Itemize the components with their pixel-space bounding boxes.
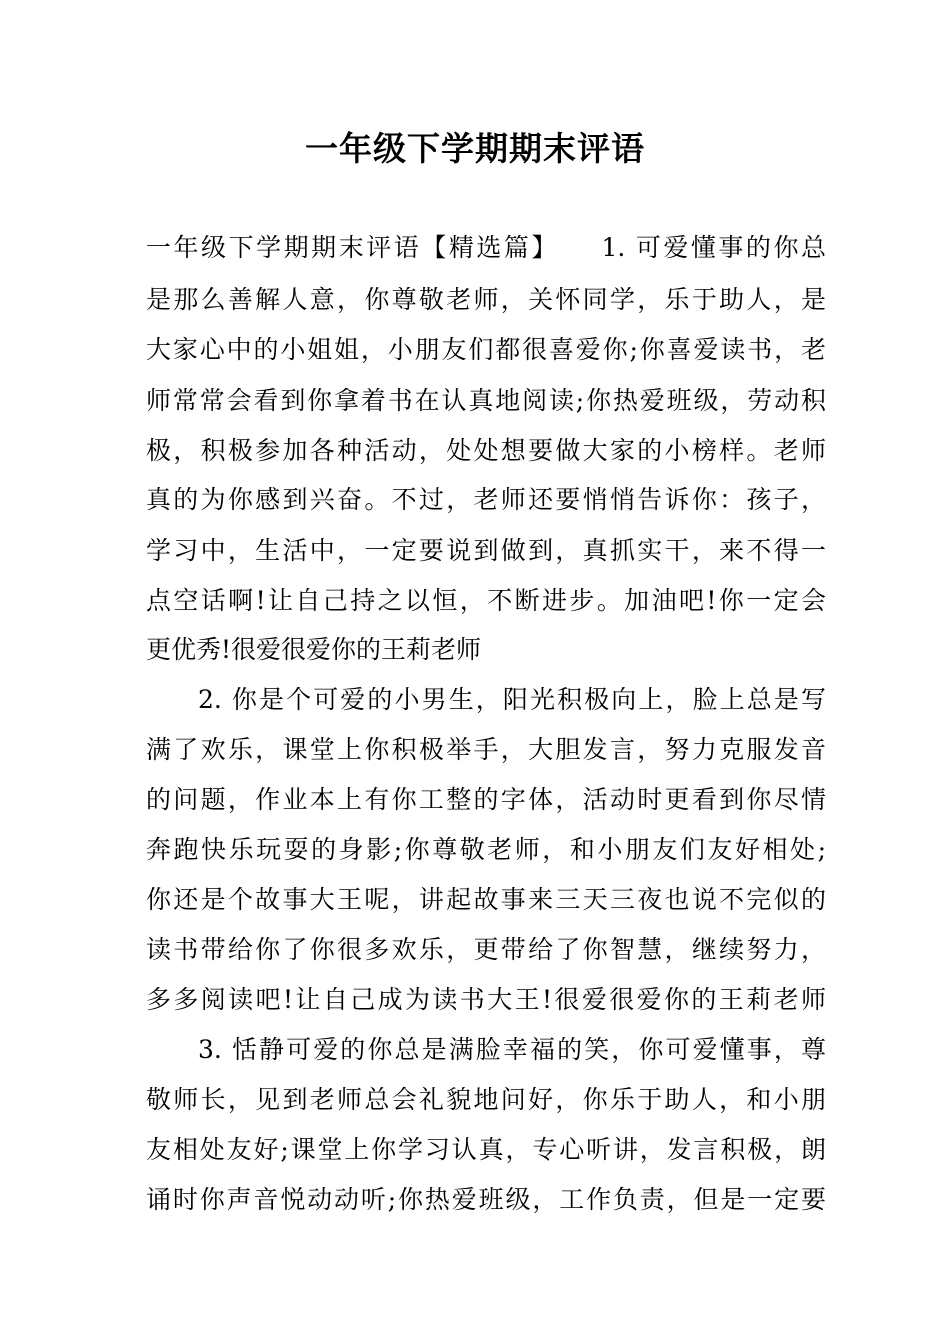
text-line: 师常常会看到你拿着书在认真地阅读;你热爱班级，劳动积 [146, 386, 826, 415]
paragraph-3-first-line: 3. 恬静可爱的你总是满脸幸福的笑，你可爱懂事，尊 [198, 1035, 826, 1064]
text-line: 奔跑快乐玩耍的身影;你尊敬老师，和小朋友们友好相处; [146, 835, 826, 864]
text-line: 一年级下学期期末评语【精选篇】 1. 可爱懂事的你总 [146, 233, 826, 262]
text-line: 读书带给你了你很多欢乐，更带给了你智慧，继续努力， [146, 935, 826, 964]
text-line: 多多阅读吧!让自己成为读书大王!很爱很爱你的王莉老师 [146, 985, 826, 1014]
text-line: 极，积极参加各种活动，处处想要做大家的小榜样。老师 [146, 436, 826, 465]
text-line: 敬师长，见到老师总会礼貌地问好，你乐于助人，和小朋 [146, 1085, 826, 1114]
text-line: 的问题，作业本上有你工整的字体，活动时更看到你尽情 [146, 785, 826, 814]
text-line: 学习中，生活中，一定要说到做到，真抓实干，来不得一 [146, 536, 826, 565]
text-line: 诵时你声音悦动动听;你热爱班级，工作负责，但是一定要 [146, 1185, 826, 1214]
text-line: 友相处友好;课堂上你学习认真，专心听讲，发言积极，朗 [146, 1135, 826, 1164]
text-line: 真的为你感到兴奋。不过，老师还要悄悄告诉你：孩子， [146, 485, 826, 514]
text-line: 点空话啊!让自己持之以恒，不断进步。加油吧!你一定会 [146, 586, 826, 615]
text-line: 满了欢乐，课堂上你积极举手，大胆发言，努力克服发音 [146, 735, 826, 764]
text-line: 大家心中的小姐姐，小朋友们都很喜爱你;你喜爱读书，老 [146, 335, 826, 364]
text-line: 更优秀!很爱很爱你的王莉老师 [146, 635, 482, 664]
document-title: 一年级下学期期末评语 [305, 129, 645, 168]
paragraph-2-first-line: 2. 你是个可爱的小男生，阳光积极向上，脸上总是写 [198, 685, 826, 714]
text-line: 是那么善解人意，你尊敬老师，关怀同学，乐于助人，是 [146, 285, 826, 314]
text-line: 你还是个故事大王呢，讲起故事来三天三夜也说不完似的 [146, 885, 826, 914]
